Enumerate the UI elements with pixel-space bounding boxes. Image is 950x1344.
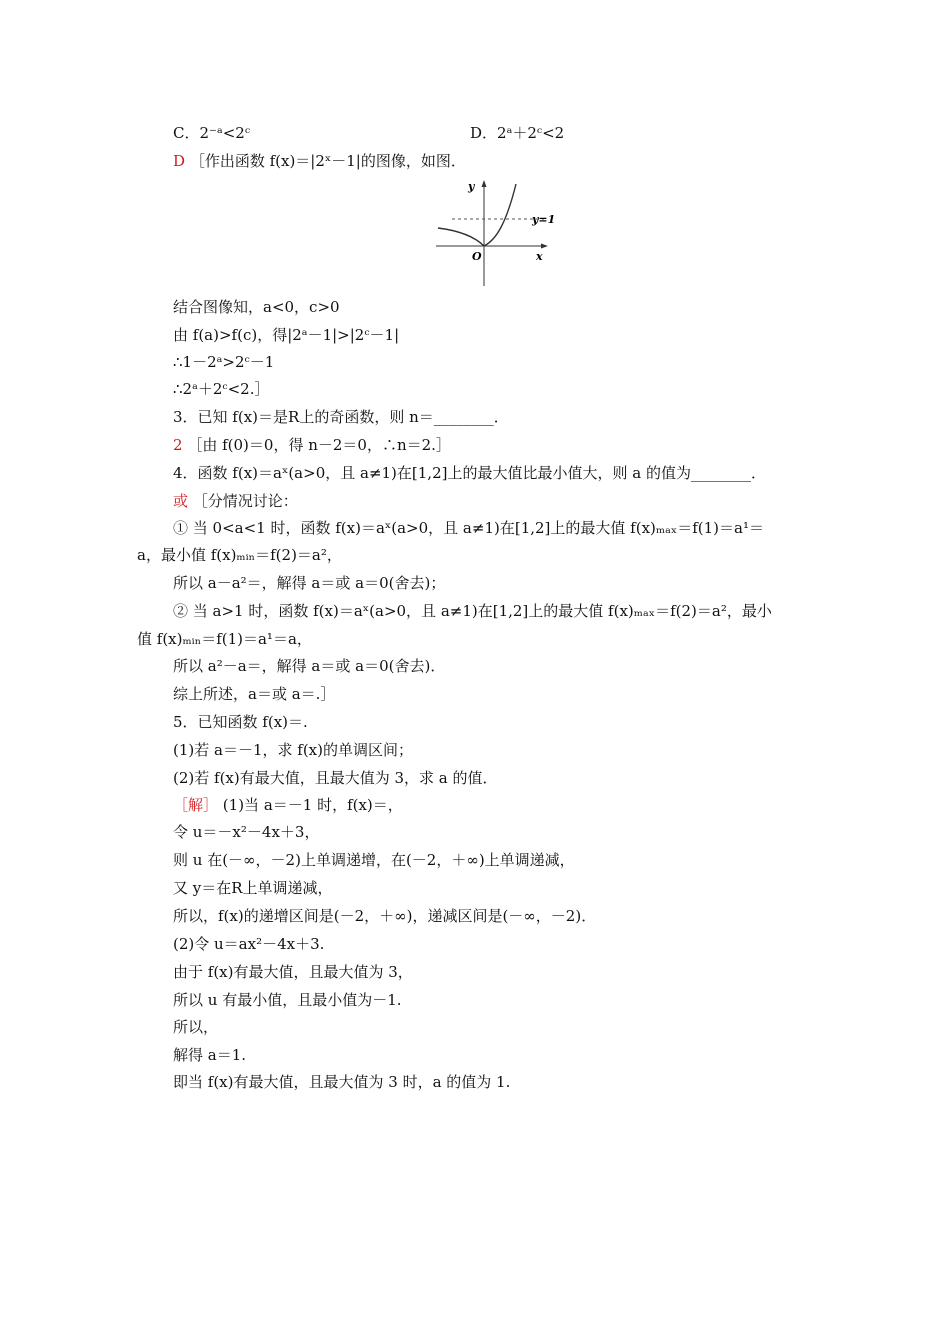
y-axis-arrow xyxy=(482,180,487,187)
graph-svg xyxy=(432,178,556,288)
option-d: D．2ᵃ＋2ᶜ<2 xyxy=(470,124,565,142)
x-axis-arrow xyxy=(541,244,548,249)
text-line: (1)若 a＝－1，求 f(x)的单调区间； xyxy=(173,741,413,759)
question-5: 5．已知函数 f(x)＝. xyxy=(173,713,308,731)
y-axis-label: y xyxy=(468,180,475,193)
text-line: 所以，f(x)的递增区间是(－2，＋∞)，递减区间是(－∞，－2)． xyxy=(173,907,597,925)
text-line: 综上所述，a＝或 a＝.］ xyxy=(173,685,336,703)
curve-right xyxy=(484,184,516,246)
text-line: 结合图像知，a<0，c>0 xyxy=(173,298,340,316)
text-line: ① 当 0<a<1 时，函数 f(x)＝aˣ(a>0，且 a≠1)在[1,2]上的最大值 f(x)ₘₐₓ＝f(1)＝a¹＝ xyxy=(173,519,764,537)
answer-4: 或 ［分情况讨论： xyxy=(173,492,298,510)
answer-line: D ［作出函数 f(x)＝|2ˣ－1|的图像，如图． xyxy=(173,152,466,170)
text-line: 解得 a＝1. xyxy=(173,1046,247,1064)
answer-marker: D xyxy=(173,152,186,170)
answer-marker: 或 xyxy=(173,492,189,510)
x-axis-label: x xyxy=(536,250,543,263)
curve-left xyxy=(438,228,484,246)
text-line: ② 当 a>1 时，函数 f(x)＝aˣ(a>0，且 a≠1)在[1,2]上的最大值 f(x)ₘₐₓ＝f(2)＝a²，最小 xyxy=(173,602,772,620)
text-line: ∴2ᵃ＋2ᶜ<2.］ xyxy=(173,380,270,398)
text-line: 又 y＝在R上单调递减， xyxy=(173,879,333,897)
solution-line: ［解］ (1)当 a＝－1 时，f(x)＝， xyxy=(173,796,403,814)
line-label: y=1 xyxy=(532,213,556,226)
text-line: (2)若 f(x)有最大值，且最大值为 3，求 a 的值． xyxy=(173,769,498,787)
text-line: 则 u 在(－∞，－2)上单调递增，在(－2，＋∞)上单调递减， xyxy=(173,851,575,869)
text-line: 令 u＝－x²－4x＋3， xyxy=(173,823,320,841)
solution-marker: ［解］ xyxy=(173,796,219,814)
text-line: 即当 f(x)有最大值，且最大值为 3 时，a 的值为 1. xyxy=(173,1073,511,1091)
text-line: 所以 u 有最小值，且最小值为－1. xyxy=(173,991,402,1009)
text-line: 所以 a²－a＝，解得 a＝或 a＝0(舍去)． xyxy=(173,657,446,675)
origin-label: O xyxy=(472,250,482,263)
text-line: 所以， xyxy=(173,1018,219,1036)
text-line: 由于 f(x)有最大值，且最大值为 3， xyxy=(173,963,413,981)
question-4: 4．函数 f(x)＝aˣ(a>0，且 a≠1)在[1,2]上的最大值比最小值大，则 a 的值为________． xyxy=(173,464,766,482)
text-line: 值 f(x)ₘᵢₙ＝f(1)＝a¹＝a， xyxy=(137,630,312,648)
text-line: (2)令 u＝ax²－4x＋3. xyxy=(173,935,325,953)
text-line: 由 f(a)>f(c)，得|2ᵃ－1|>|2ᶜ－1| xyxy=(173,326,400,344)
text-line: 所以 a－a²＝，解得 a＝或 a＝0(舍去)； xyxy=(173,574,446,592)
text-line: ∴1－2ᵃ>2ᶜ－1 xyxy=(173,353,275,371)
function-graph xyxy=(432,178,556,288)
answer-3: 2 ［由 f(0)＝0，得 n－2＝0，∴n＝2.］ xyxy=(173,436,451,454)
option-c: C．2⁻ᵃ<2ᶜ xyxy=(173,124,251,142)
question-3: 3．已知 f(x)＝是R上的奇函数，则 n＝________． xyxy=(173,408,509,426)
answer-marker: 2 xyxy=(173,436,183,454)
text-line: a，最小值 f(x)ₘᵢₙ＝f(2)＝a²， xyxy=(137,546,342,564)
